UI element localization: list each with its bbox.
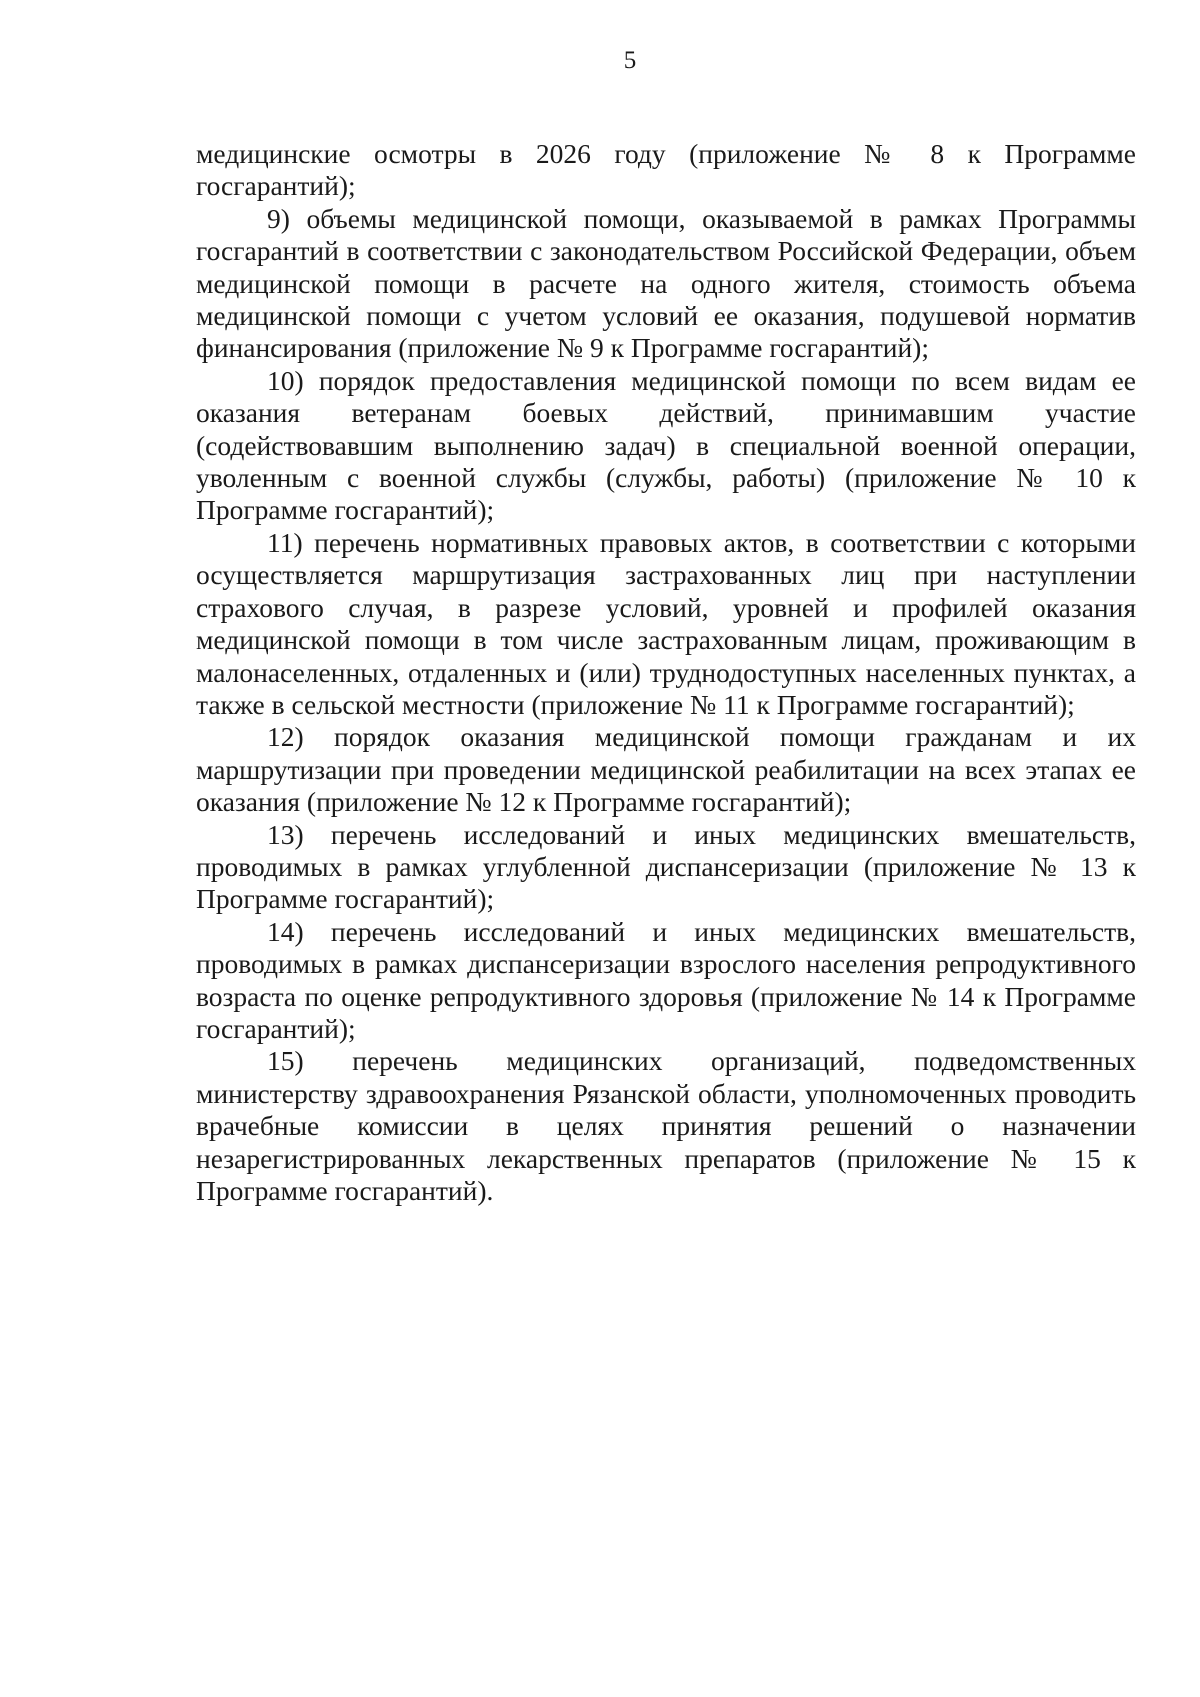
list-item-14: 14) перечень исследований и иных медицинских вмешательств, проводимых в рамках диспансеризации взрослого населения репродуктивного возраста по оценке репродуктивного здоровья (приложение № 14 к Программе госгарантий); (196, 915, 1136, 1044)
list-item-10: 10) порядок предоставления медицинской помощи по всем видам ее оказания ветеранам боевых действий, принимавшим участие (содействовавшим выполнению задач) в специальной военной операции, уволенным с военной службы (службы, работы) (приложение № 10 к Программе госгарантий); (196, 364, 1136, 526)
paragraph-continuation: медицинские осмотры в 2026 году (приложение № 8 к Программе госгарантий); (196, 138, 1136, 202)
list-item-9: 9) объемы медицинской помощи, оказываемой в рамках Программы госгарантий в соответствии с законодательством Российской Федерации, объем медицинской помощи в расчете на одного жителя, стоимость объема медицинской помощи с учетом условий ее оказания, подушевой норматив финансирования (приложение № 9 к Программе госгарантий); (196, 202, 1136, 364)
list-item-11: 11) перечень нормативных правовых актов, в соответствии с которыми осуществляется маршрутизация застрахованных лиц при наступлении страхового случая, в разрезе условий, уровней и профилей оказания медицинской помощи в том числе застрахованным лицам, проживающим в малонаселенных, отдаленных и (или) труднодоступных населенных пунктах, а также в сельской местности (приложение № 11 к Программе госгарантий); (196, 526, 1136, 720)
document-body (196, 138, 1136, 1207)
list-item-15: 15) перечень медицинских организаций, подведомственных министерству здравоохранения Рязанской области, уполномоченных проводить врачебные комиссии в целях принятия решений о назначении незарегистрированных лекарственных препаратов (приложение № 15 к Программе госгарантий). (196, 1045, 1136, 1206)
list-item-12: 12) порядок оказания медицинской помощи гражданам и их маршрутизации при проведении медицинской реабилитации на всех этапах ее оказания (приложение № 12 к Программе госгарантий); (196, 721, 1136, 818)
page-number: 5 (623, 47, 637, 74)
list-item-13: 13) перечень исследований и иных медицинских вмешательств, проводимых в рамках углубленной диспансеризации (приложение № 13 к Программе госгарантий); (196, 818, 1136, 915)
